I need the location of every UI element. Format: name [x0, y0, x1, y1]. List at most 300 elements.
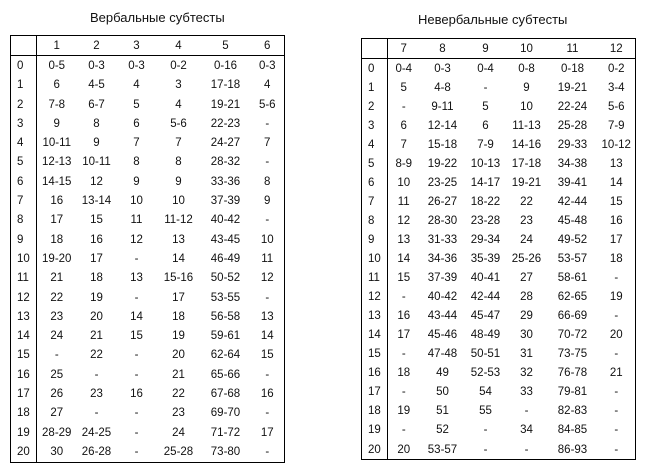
- table-row: [362, 59, 636, 79]
- table-cell: 5-6: [258, 98, 276, 111]
- table-cell: 43-44: [427, 310, 458, 323]
- row-label: 18: [362, 402, 388, 421]
- table-cell: 22: [50, 291, 64, 304]
- row-label: 14: [11, 326, 37, 345]
- table-cell: 4-5: [88, 79, 105, 92]
- table-cell: 12: [260, 272, 274, 285]
- table-cell: 0-3: [258, 59, 276, 72]
- table-cell: 3-4: [607, 81, 625, 94]
- row-label: 12: [362, 288, 388, 307]
- table-row: [11, 191, 285, 210]
- table-cell: 5: [133, 98, 140, 111]
- table-cell: 12-14: [427, 119, 458, 132]
- table-cell: -: [614, 405, 619, 418]
- table-cell: -: [134, 426, 139, 439]
- table-cell: 39-41: [557, 176, 588, 189]
- table-cell: 14: [172, 252, 185, 265]
- table-cell: 10-13: [470, 157, 501, 170]
- row-label: 1: [362, 78, 388, 97]
- table-cell: -: [134, 349, 139, 362]
- table-cell: 45-47: [470, 310, 501, 323]
- table-cell: 10: [130, 195, 143, 208]
- table-cell: 24: [50, 330, 64, 343]
- table-cell: 55: [479, 405, 492, 418]
- table-row: [362, 269, 636, 288]
- row-label: 13: [362, 307, 388, 326]
- table-cell: 15: [609, 195, 623, 208]
- table-cell: 10: [397, 176, 411, 189]
- table-cell: 8: [93, 117, 100, 130]
- table-cell: 16: [50, 195, 64, 208]
- table-row: [362, 421, 636, 440]
- table-cell: 27: [520, 272, 533, 285]
- table-cell: -: [134, 407, 139, 420]
- table-row: [11, 346, 285, 365]
- table-cell: 0-3: [434, 62, 451, 75]
- table-cell: 31-33: [427, 233, 458, 246]
- table-cell: 21: [172, 368, 185, 381]
- table-cell: 13: [130, 272, 143, 285]
- table-cell: 21: [50, 272, 64, 285]
- table-cell: 30: [50, 445, 64, 458]
- table-cell: 5: [400, 81, 407, 94]
- table-cell: 12: [397, 214, 411, 227]
- table-cell: 10-11: [42, 137, 72, 150]
- table-cell: 14-15: [42, 175, 72, 188]
- table-cell: 7-9: [607, 119, 625, 132]
- table-cell: 15: [397, 272, 411, 285]
- row-label: 2: [11, 95, 37, 114]
- table-cell: 4: [264, 79, 271, 92]
- table-cell: 10-11: [82, 156, 111, 169]
- table-cell: 34-38: [557, 157, 588, 170]
- row-label: 7: [11, 191, 37, 210]
- table-cell: 21: [90, 330, 103, 343]
- table-cell: 53-57: [557, 253, 588, 266]
- table-cell: 10-12: [601, 138, 631, 151]
- table-cell: 32: [520, 367, 533, 380]
- table-cell: 25-28: [557, 119, 588, 132]
- table-cell: 49: [436, 367, 449, 380]
- table-cell: 53-57: [427, 443, 458, 456]
- row-label: 3: [11, 114, 37, 133]
- table-cell: -: [614, 272, 619, 285]
- table-cell: 4: [133, 79, 140, 92]
- row-label: 10: [362, 250, 388, 269]
- table-row: [11, 307, 285, 326]
- table-cell: 18: [172, 310, 185, 323]
- column-header: 5: [201, 36, 251, 56]
- table-cell: 6-7: [88, 98, 105, 111]
- table-cell: 16: [260, 387, 274, 400]
- table-cell: 19: [609, 291, 623, 304]
- verbal-table-title: Вербальные субтесты: [90, 10, 225, 25]
- table-cell: 9: [523, 81, 530, 94]
- table-cell: 0-3: [88, 59, 105, 72]
- table-cell: 37-39: [210, 195, 241, 208]
- table-cell: 23: [172, 407, 185, 420]
- table-cell: 18-22: [470, 195, 501, 208]
- table-cell: 7: [175, 137, 182, 150]
- table-cell: 28-32: [210, 156, 241, 169]
- table-row: [362, 192, 636, 211]
- table-cell: 73-75: [557, 348, 588, 361]
- table-cell: 17: [609, 233, 623, 246]
- table-cell: 17: [397, 329, 411, 342]
- table-cell: -: [524, 405, 529, 418]
- table-cell: -: [265, 214, 270, 227]
- table-cell: -: [401, 348, 406, 361]
- table-row: [11, 133, 285, 152]
- table-cell: 53-55: [210, 291, 241, 304]
- table-row: [11, 249, 285, 268]
- table-cell: 22-23: [210, 117, 241, 130]
- table-cell: 8: [264, 175, 271, 188]
- table-row: [11, 288, 285, 307]
- column-header: 3: [117, 36, 157, 56]
- column-header: 6: [251, 36, 285, 56]
- table-cell: 47-48: [427, 348, 458, 361]
- table-cell: 20: [397, 443, 411, 456]
- table-cell: 52-53: [470, 367, 501, 380]
- table-cell: 66-69: [557, 310, 588, 323]
- table-cell: 79-81: [557, 386, 588, 399]
- table-row: [11, 114, 285, 133]
- table-row: [362, 364, 636, 383]
- row-label: 14: [362, 326, 388, 345]
- table-cell: 13: [397, 233, 411, 246]
- table-cell: 19-21: [557, 81, 588, 94]
- table-cell: 19-22: [427, 157, 458, 170]
- table-cell: 17-18: [511, 157, 542, 170]
- table-cell: 82-83: [557, 405, 588, 418]
- table-cell: 17: [172, 291, 185, 304]
- table-row: [11, 326, 285, 345]
- table-cell: 0-8: [518, 62, 535, 75]
- table-cell: 30: [520, 329, 533, 342]
- table-cell: 37-39: [427, 272, 458, 285]
- table-cell: 16: [90, 233, 103, 246]
- table-cell: 23-25: [427, 176, 458, 189]
- table-cell: -: [134, 368, 139, 381]
- table-cell: 86-93: [557, 443, 588, 456]
- table-cell: 8-9: [395, 157, 413, 170]
- table-cell: 58-61: [557, 272, 588, 285]
- table-row: [11, 384, 285, 403]
- table-cell: 69-70: [210, 407, 241, 420]
- table-cell: 23: [90, 387, 103, 400]
- table-cell: 20: [90, 310, 103, 323]
- table-cell: 49-52: [557, 233, 588, 246]
- table-cell: 29-34: [470, 233, 501, 246]
- column-header: 8: [420, 39, 466, 59]
- table-cell: 3: [175, 79, 182, 92]
- row-label: 7: [362, 192, 388, 211]
- row-label: 15: [11, 346, 37, 365]
- table-cell: 16: [609, 214, 623, 227]
- row-label: 18: [11, 404, 37, 423]
- table-cell: 62-65: [557, 291, 588, 304]
- table-cell: 25-28: [163, 445, 194, 458]
- table-cell: -: [483, 443, 488, 456]
- row-label: 17: [11, 384, 37, 403]
- table-cell: 7: [400, 138, 407, 151]
- table-cell: 22-24: [557, 100, 588, 113]
- table-cell: 28-30: [427, 214, 458, 227]
- table-cell: 7: [133, 137, 140, 150]
- table-cell: -: [483, 81, 488, 94]
- table-cell: 5: [482, 100, 489, 113]
- row-label: 5: [362, 154, 388, 173]
- table-cell: 23-28: [470, 214, 501, 227]
- table-cell: -: [614, 386, 619, 399]
- table-row: [362, 288, 636, 307]
- table-row: [362, 307, 636, 326]
- row-label: 0: [362, 59, 388, 79]
- table-cell: -: [134, 445, 139, 458]
- row-label: 12: [11, 288, 37, 307]
- table-cell: -: [483, 424, 488, 437]
- column-header: 9: [466, 39, 506, 59]
- table-cell: -: [401, 424, 406, 437]
- table-cell: 13: [609, 157, 623, 170]
- table-cell: 0-18: [560, 62, 585, 75]
- table-cell: 17: [260, 426, 274, 439]
- column-header: 7: [388, 39, 420, 59]
- table-cell: 24: [520, 233, 533, 246]
- table-cell: -: [265, 445, 270, 458]
- table-row: [362, 402, 636, 421]
- table-cell: 9: [133, 175, 140, 188]
- header-row: [11, 36, 285, 56]
- table-cell: 10: [172, 195, 185, 208]
- table-cell: 28-29: [42, 426, 72, 439]
- table-cell: 29: [520, 310, 533, 323]
- row-label: 20: [11, 442, 37, 462]
- table-cell: 6: [400, 119, 407, 132]
- table-cell: 12: [130, 233, 143, 246]
- table-cell: -: [265, 407, 270, 420]
- table-cell: 0-3: [128, 59, 145, 72]
- row-label: 8: [11, 211, 37, 230]
- table-cell: 14: [609, 176, 623, 189]
- table-cell: 9-11: [431, 100, 454, 113]
- table-cell: 0-4: [477, 62, 494, 75]
- table-cell: 6: [482, 119, 489, 132]
- row-label: 4: [11, 133, 37, 152]
- table-cell: 45-48: [557, 214, 588, 227]
- column-header: 2: [77, 36, 117, 56]
- table-row: [362, 211, 636, 230]
- table-cell: 65-66: [210, 368, 241, 381]
- table-cell: 31: [520, 348, 533, 361]
- table-cell: 10: [520, 100, 533, 113]
- row-label: 11: [362, 269, 388, 288]
- nonverbal-subtests-table: [361, 38, 636, 460]
- column-header: 12: [598, 39, 636, 59]
- table-cell: 15: [260, 349, 274, 362]
- row-label: 17: [362, 383, 388, 402]
- table-cell: -: [54, 349, 59, 362]
- table-cell: 71-72: [210, 426, 241, 439]
- row-label: 5: [11, 153, 37, 172]
- table-row: [11, 230, 285, 249]
- table-cell: 8: [133, 156, 140, 169]
- table-row: [11, 76, 285, 95]
- table-cell: 20: [609, 329, 623, 342]
- table-cell: 42-44: [557, 195, 588, 208]
- table-cell: 14-17: [470, 176, 501, 189]
- table-row: [362, 250, 636, 269]
- table-cell: -: [134, 252, 139, 265]
- row-label: 16: [362, 364, 388, 383]
- table-cell: 19-21: [210, 98, 241, 111]
- table-row: [11, 95, 285, 114]
- table-cell: -: [614, 310, 619, 323]
- table-cell: 17: [90, 252, 103, 265]
- table-cell: 16: [397, 310, 411, 323]
- table-cell: -: [401, 291, 406, 304]
- column-header: 1: [37, 36, 77, 56]
- table-cell: 12: [90, 175, 103, 188]
- row-label: 19: [362, 421, 388, 440]
- table-cell: 34-36: [427, 253, 458, 266]
- table-cell: 11-12: [164, 214, 193, 227]
- table-cell: 0-5: [48, 59, 66, 72]
- corner-cell: [362, 39, 388, 59]
- table-cell: 15: [90, 214, 103, 227]
- table-cell: 9: [93, 137, 100, 150]
- table-cell: 25: [50, 368, 64, 381]
- table-cell: -: [614, 424, 619, 437]
- table-cell: 14-16: [511, 138, 542, 151]
- row-label: 13: [11, 307, 37, 326]
- table-cell: 73-80: [210, 445, 241, 458]
- column-header: 11: [548, 39, 598, 59]
- table-row: [362, 440, 636, 460]
- table-cell: 54: [479, 386, 492, 399]
- table-cell: 33-36: [210, 175, 241, 188]
- table-cell: 17-18: [210, 79, 241, 92]
- table-cell: 7: [264, 137, 271, 150]
- table-row: [362, 230, 636, 249]
- table-row: [11, 442, 285, 462]
- row-label: 11: [11, 269, 37, 288]
- table-cell: -: [94, 368, 99, 381]
- table-cell: -: [265, 368, 270, 381]
- table-cell: 9: [53, 117, 60, 130]
- table-cell: -: [614, 348, 619, 361]
- table-cell: 76-78: [557, 367, 588, 380]
- table-cell: 19: [90, 291, 103, 304]
- table-cell: 34: [520, 424, 533, 437]
- table-cell: 40-42: [210, 214, 241, 227]
- table-cell: 56-58: [210, 310, 241, 323]
- row-label: 4: [362, 135, 388, 154]
- table-row: [362, 97, 636, 116]
- table-cell: 15-16: [163, 272, 194, 285]
- table-cell: 62-64: [210, 349, 241, 362]
- table-cell: 22: [520, 195, 533, 208]
- table-cell: 6: [133, 117, 140, 130]
- table-cell: 0-4: [395, 62, 413, 75]
- table-row: [11, 172, 285, 191]
- table-cell: 13: [172, 233, 185, 246]
- table-cell: 26-28: [81, 445, 112, 458]
- table-cell: 67-68: [210, 387, 241, 400]
- table-cell: 19: [397, 405, 411, 418]
- table-cell: 43-45: [210, 233, 241, 246]
- table-cell: 52: [436, 424, 449, 437]
- table-row: [11, 365, 285, 384]
- row-label: 10: [11, 249, 37, 268]
- row-label: 15: [362, 345, 388, 364]
- table-cell: -: [94, 407, 99, 420]
- corner-cell: [11, 36, 37, 56]
- table-cell: 23: [50, 310, 64, 323]
- row-label: 2: [362, 97, 388, 116]
- table-cell: 33: [520, 386, 533, 399]
- table-cell: 25-26: [511, 253, 542, 266]
- table-cell: 5-6: [170, 117, 187, 130]
- table-cell: 20: [172, 349, 185, 362]
- table-cell: 21: [609, 367, 623, 380]
- table-cell: 50-51: [470, 348, 501, 361]
- table-cell: 0-2: [607, 62, 625, 75]
- table-row: [362, 345, 636, 364]
- table-cell: 26-27: [427, 195, 458, 208]
- row-label: 9: [11, 230, 37, 249]
- table-row: [362, 78, 636, 97]
- table-cell: 15-18: [427, 138, 458, 151]
- row-label: 0: [11, 56, 37, 76]
- table-cell: 7-8: [48, 98, 66, 111]
- table-cell: 42-44: [470, 291, 501, 304]
- table-cell: 17: [50, 214, 64, 227]
- table-cell: 19: [172, 330, 185, 343]
- table-cell: 28: [520, 291, 533, 304]
- row-label: 1: [11, 76, 37, 95]
- column-header: 4: [157, 36, 201, 56]
- table-cell: 40-42: [427, 291, 458, 304]
- table-cell: 16: [130, 387, 143, 400]
- table-cell: 18: [50, 233, 64, 246]
- row-label: 20: [362, 440, 388, 460]
- table-cell: 48-49: [470, 329, 501, 342]
- table-cell: 59-61: [210, 330, 241, 343]
- table-cell: 35-39: [470, 253, 501, 266]
- table-cell: -: [265, 156, 270, 169]
- table-cell: 18: [609, 253, 623, 266]
- table-row: [11, 423, 285, 442]
- table-cell: 11: [130, 214, 143, 227]
- table-cell: -: [265, 117, 270, 130]
- table-cell: 23: [520, 214, 533, 227]
- table-cell: -: [524, 443, 529, 456]
- table-cell: 18: [397, 367, 411, 380]
- table-cell: -: [265, 291, 270, 304]
- table-row: [362, 116, 636, 135]
- row-label: 19: [11, 423, 37, 442]
- table-cell: 24: [172, 426, 185, 439]
- header-row: [362, 39, 636, 59]
- table-cell: 14: [397, 253, 411, 266]
- table-row: [362, 383, 636, 402]
- table-cell: 7-9: [477, 138, 494, 151]
- table-row: [11, 153, 285, 172]
- table-row: [11, 211, 285, 230]
- table-cell: 29-33: [557, 138, 588, 151]
